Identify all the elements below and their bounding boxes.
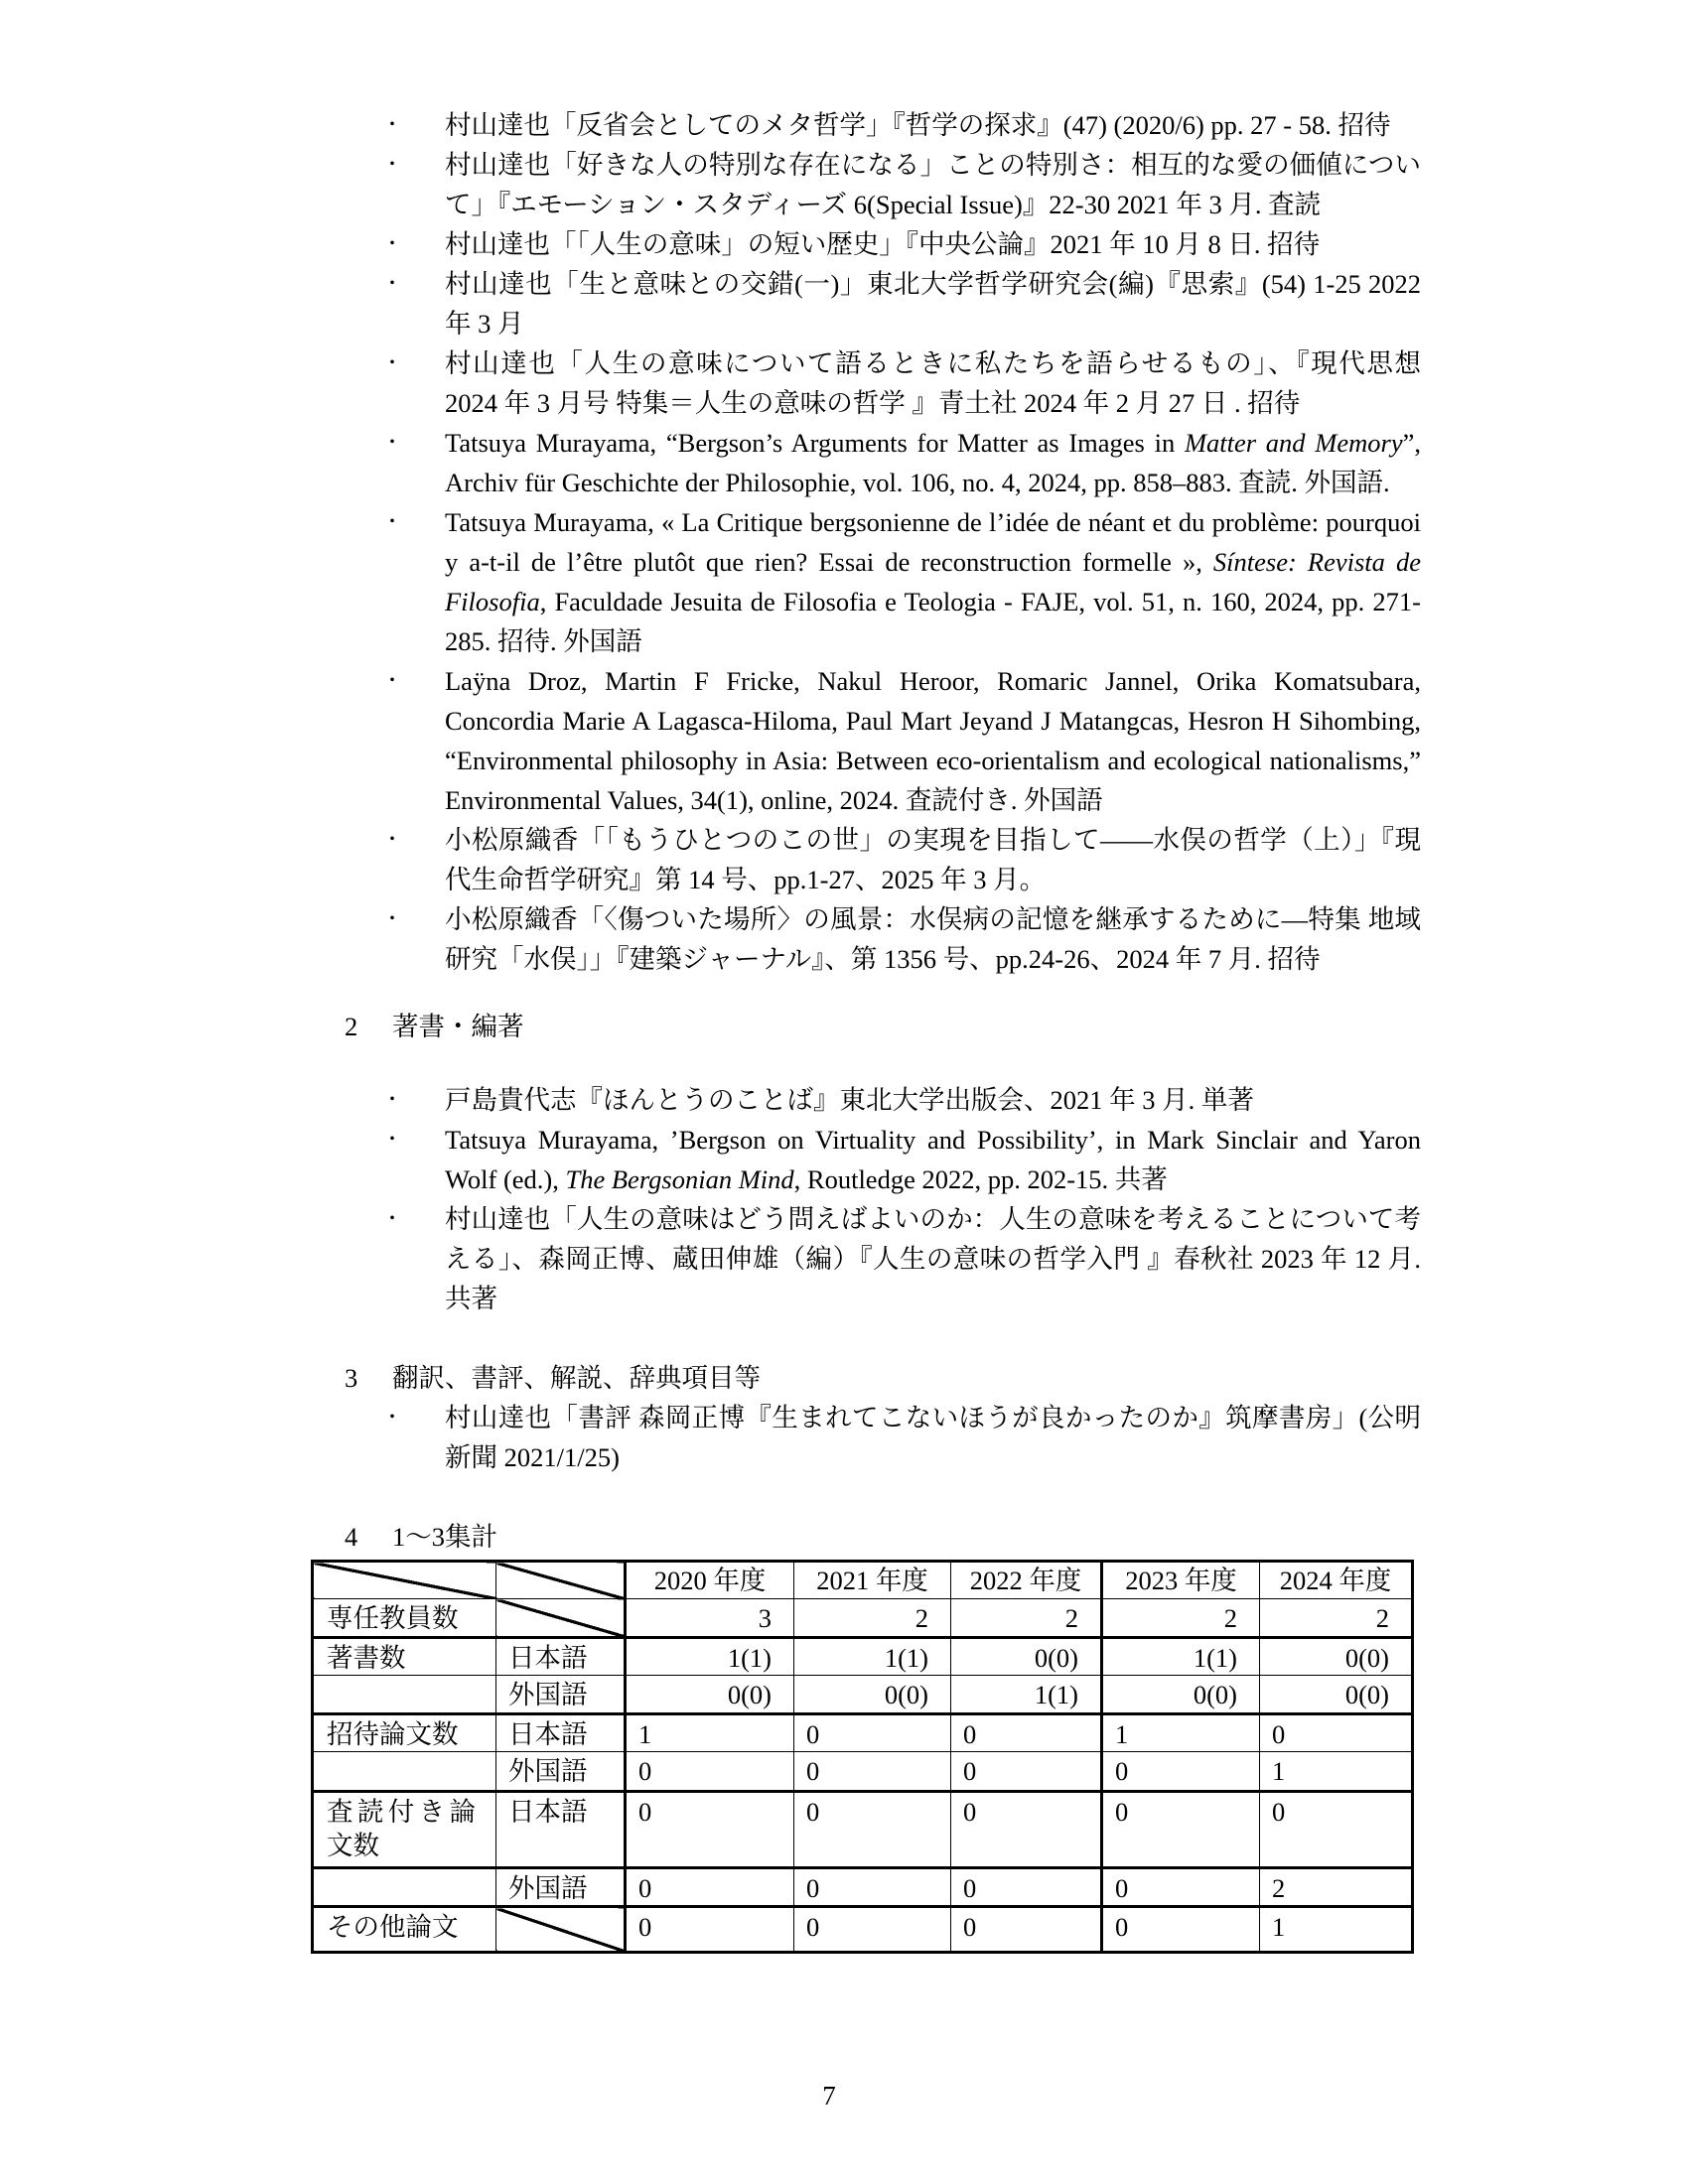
row-label-cell: 専任教員数: [313, 1599, 496, 1638]
diagonal-cell: [496, 1907, 626, 1953]
value-cell: 0: [951, 1714, 1102, 1752]
section-number: 3: [345, 1363, 358, 1393]
list-item: [345, 899, 1421, 979]
bullet-icon: ・: [382, 154, 402, 176]
value-cell: 0: [1260, 1792, 1413, 1868]
bullet-icon: ・: [382, 114, 402, 136]
value-cell: 2: [951, 1599, 1102, 1638]
value-cell: 2: [1102, 1599, 1260, 1638]
list-item: [345, 145, 1421, 224]
value-cell: 0: [626, 1752, 794, 1792]
section-number: 2: [345, 1012, 358, 1041]
row-label-cell: [313, 1752, 496, 1792]
table-row: [313, 1599, 1413, 1638]
item-text: Tatsuya Murayama, « La Critique bergsonienne de l’idée de néant et du problème: pourquoi y a-t-il de l’être plutôt que rien? Essai de reconstruction formelle »,: [445, 507, 1421, 577]
row-label-cell: 査読付き論文数: [313, 1792, 496, 1868]
value-cell: 0: [1102, 1868, 1260, 1907]
bullet-icon: ・: [382, 829, 402, 851]
list-item: [345, 1120, 1421, 1199]
value-cell: 1: [626, 1714, 794, 1752]
bullet-icon: ・: [382, 1407, 402, 1429]
value-cell: 2: [1260, 1868, 1413, 1907]
italic-text: Síntese: Revista de Filosofia: [445, 547, 1421, 616]
bullet-icon: ・: [382, 511, 402, 533]
list-item: [345, 264, 1421, 343]
section-heading-2: [345, 1007, 1421, 1046]
language-cell: 日本語: [496, 1714, 626, 1752]
page-number: 7: [822, 2081, 836, 2111]
list-item: [345, 1199, 1421, 1318]
table-corner-diagonal-cell: [313, 1562, 496, 1599]
item-text: 村山達也「人生の意味はどう問えばよいのか：人生の意味を考えることについて考える」、森岡正博、蔵田伸雄（編）『人生の意味の哲学入門 』春秋社 2023 年 12 月. 共著: [445, 1204, 1421, 1313]
language-cell: 日本語: [496, 1638, 626, 1676]
bullet-icon: ・: [382, 233, 402, 255]
list-item: [345, 1398, 1421, 1477]
year-column-header: 2020 年度: [626, 1562, 794, 1599]
italic-text: Matter and Memory: [1184, 428, 1403, 458]
list-item: [345, 820, 1421, 899]
value-cell: 0(0): [1260, 1638, 1413, 1676]
section-heading-3: [345, 1358, 1421, 1398]
value-cell: 0: [794, 1792, 951, 1868]
year-column-header: 2023 年度: [1102, 1562, 1260, 1599]
row-label-cell: 著書数: [313, 1638, 496, 1676]
value-cell: 0(0): [1102, 1676, 1260, 1714]
list-item: [345, 224, 1421, 264]
list-item: [345, 661, 1421, 820]
bullet-icon: ・: [382, 273, 402, 295]
item-text: 小松原織香「〈傷ついた場所〉の風景：水俣病の記憶を継承するために—特集 地域研究「水俣」」『建築ジャーナル』、第 1356 号、pp.24-26、2024 年 7 月. 招待: [445, 904, 1421, 974]
value-cell: 1: [1260, 1907, 1413, 1953]
item-text: 戸島貴代志『ほんとうのことば』東北大学出版会、2021 年 3 月. 単著: [445, 1085, 1254, 1115]
item-text: 小松原織香「「もうひとつのこの世」の実現を目指して――水俣の哲学（上）」『現代生命哲学研究』第 14 号、pp.1-27、2025 年 3 月。: [445, 825, 1421, 894]
item-text: 村山達也「人生の意味について語るときに私たちを語らせるもの」、『現代思想 2024 年 3 月号 特集＝人生の意味の哲学 』青土社 2024 年 2 月 27 日 . 招待: [445, 348, 1421, 418]
language-cell: 外国語: [496, 1676, 626, 1714]
bullet-icon: ・: [382, 352, 402, 374]
value-cell: 1: [1260, 1752, 1413, 1792]
table-row: [313, 1638, 1413, 1676]
item-text: 村山達也「反省会としてのメタ哲学」『哲学の探求』(47) (2020/6) pp. 27 ‐ 58. 招待: [445, 110, 1391, 140]
item-text: , Routledge 2022, pp. 202‐15. 共著: [793, 1164, 1168, 1194]
table-row: [313, 1792, 1413, 1868]
value-cell: 0: [1102, 1907, 1260, 1953]
bullet-icon: ・: [382, 908, 402, 930]
value-cell: 0(0): [794, 1676, 951, 1714]
value-cell: 1(1): [794, 1638, 951, 1676]
table-row: [313, 1868, 1413, 1907]
year-column-header: 2022 年度: [951, 1562, 1102, 1599]
section-number: 4: [345, 1522, 358, 1552]
item-text: 村山達也「好きな人の特別な存在になる」ことの特別さ：相互的な愛の価値について」『エモーション・スタディーズ 6(Special Issue)』22-30 2021 年 3 月. 査読: [445, 150, 1421, 219]
list-item: [345, 502, 1421, 661]
year-column-header: 2024 年度: [1260, 1562, 1413, 1599]
value-cell: 0: [794, 1752, 951, 1792]
value-cell: 0: [1260, 1714, 1413, 1752]
diagonal-cell: [496, 1599, 626, 1638]
table-corner-diagonal-cell: [496, 1562, 626, 1599]
row-label-cell: [313, 1868, 496, 1907]
value-cell: 1(1): [1102, 1638, 1260, 1676]
value-cell: 0: [1102, 1752, 1260, 1792]
value-cell: 3: [626, 1599, 794, 1638]
section-heading-4: [345, 1517, 1421, 1557]
value-cell: 0: [951, 1792, 1102, 1868]
item-text: 村山達也「「人生の意味」の短い歴史」『中央公論』2021 年 10 月 8 日. 招待: [445, 229, 1321, 259]
summary-table: [311, 1560, 1414, 1954]
language-cell: 外国語: [496, 1868, 626, 1907]
list-item: [345, 343, 1421, 423]
value-cell: 0(0): [1260, 1676, 1413, 1714]
italic-text: The Bergsonian Mind: [565, 1164, 794, 1194]
bullet-icon: ・: [382, 1208, 402, 1230]
list-item: [345, 423, 1421, 502]
value-cell: 2: [1260, 1599, 1413, 1638]
item-text: 村山達也「書評 森岡正博『生まれてこないほうが良かったのか』筑摩書房」(公明新聞 2021/1/25): [445, 1403, 1421, 1472]
table-row: [313, 1676, 1413, 1714]
bullet-icon: ・: [382, 1129, 402, 1151]
language-cell: 外国語: [496, 1752, 626, 1792]
table-row: [313, 1907, 1413, 1953]
value-cell: 0: [626, 1868, 794, 1907]
item-text: Laÿna Droz, Martin F Fricke, Nakul Heroor, Romaric Jannel, Orika Komatsubara, Concordia Marie A Lagasca-Hiloma, Paul Mart Jeyand J Matangcas, Hesron H Sihombing, “Environmental philosophy in Asia: Between eco-orientalism and ecological nationalisms,” Environmental Values, 34(1), online, 2024. 査読付き. 外国語: [445, 666, 1421, 815]
item-text: ”, Archiv für Geschichte der Philosophie, vol. 106, no. 4, 2024, pp. 858–883. 査読. 外国語.: [445, 428, 1421, 497]
section-title: 翻訳、書評、解説、辞典項目等: [392, 1363, 761, 1393]
language-cell: 日本語: [496, 1792, 626, 1868]
row-label-cell: その他論文: [313, 1907, 496, 1953]
value-cell: 0: [626, 1907, 794, 1953]
year-column-header: 2021 年度: [794, 1562, 951, 1599]
value-cell: 0: [794, 1868, 951, 1907]
row-label-cell: [313, 1676, 496, 1714]
value-cell: 0: [951, 1752, 1102, 1792]
value-cell: 1: [1102, 1714, 1260, 1752]
item-text: Tatsuya Murayama, ’Bergson on Virtuality and Possibility’, in Mark Sinclair and Yaron Wolf (ed.),: [445, 1125, 1421, 1194]
bullet-icon: ・: [382, 670, 402, 692]
value-cell: 0(0): [951, 1638, 1102, 1676]
item-text: , Faculdade Jesuita de Filosofia e Teologia ‐ FAJE, vol. 51, n. 160, 2024, pp. 271‐285. 招待. 外国語: [445, 587, 1421, 656]
section-title: 著書・編著: [392, 1012, 524, 1041]
value-cell: 0: [794, 1907, 951, 1953]
list-item: [345, 1080, 1421, 1120]
value-cell: 0: [951, 1868, 1102, 1907]
value-cell: 0: [951, 1907, 1102, 1953]
bullet-icon: ・: [382, 1089, 402, 1111]
item-text: 村山達也「生と意味との交錯(一)」東北大学哲学研究会(編)『思索』(54) 1-25 2022 年 3 月: [445, 269, 1421, 339]
publication-list: [327, 105, 1421, 1954]
value-cell: 0: [1102, 1792, 1260, 1868]
value-cell: 0: [794, 1714, 951, 1752]
value-cell: 1(1): [951, 1676, 1102, 1714]
item-text: Tatsuya Murayama, “Bergson’s Arguments for Matter as Images in: [445, 428, 1185, 458]
row-label-cell: 招待論文数: [313, 1714, 496, 1752]
value-cell: 2: [794, 1599, 951, 1638]
section-title: 1～3集計: [392, 1522, 497, 1552]
value-cell: 1(1): [626, 1638, 794, 1676]
list-item: [345, 105, 1421, 145]
table-row: [313, 1714, 1413, 1752]
table-row: [313, 1752, 1413, 1792]
value-cell: 0(0): [626, 1676, 794, 1714]
bullet-icon: ・: [382, 432, 402, 454]
value-cell: 0: [626, 1792, 794, 1868]
